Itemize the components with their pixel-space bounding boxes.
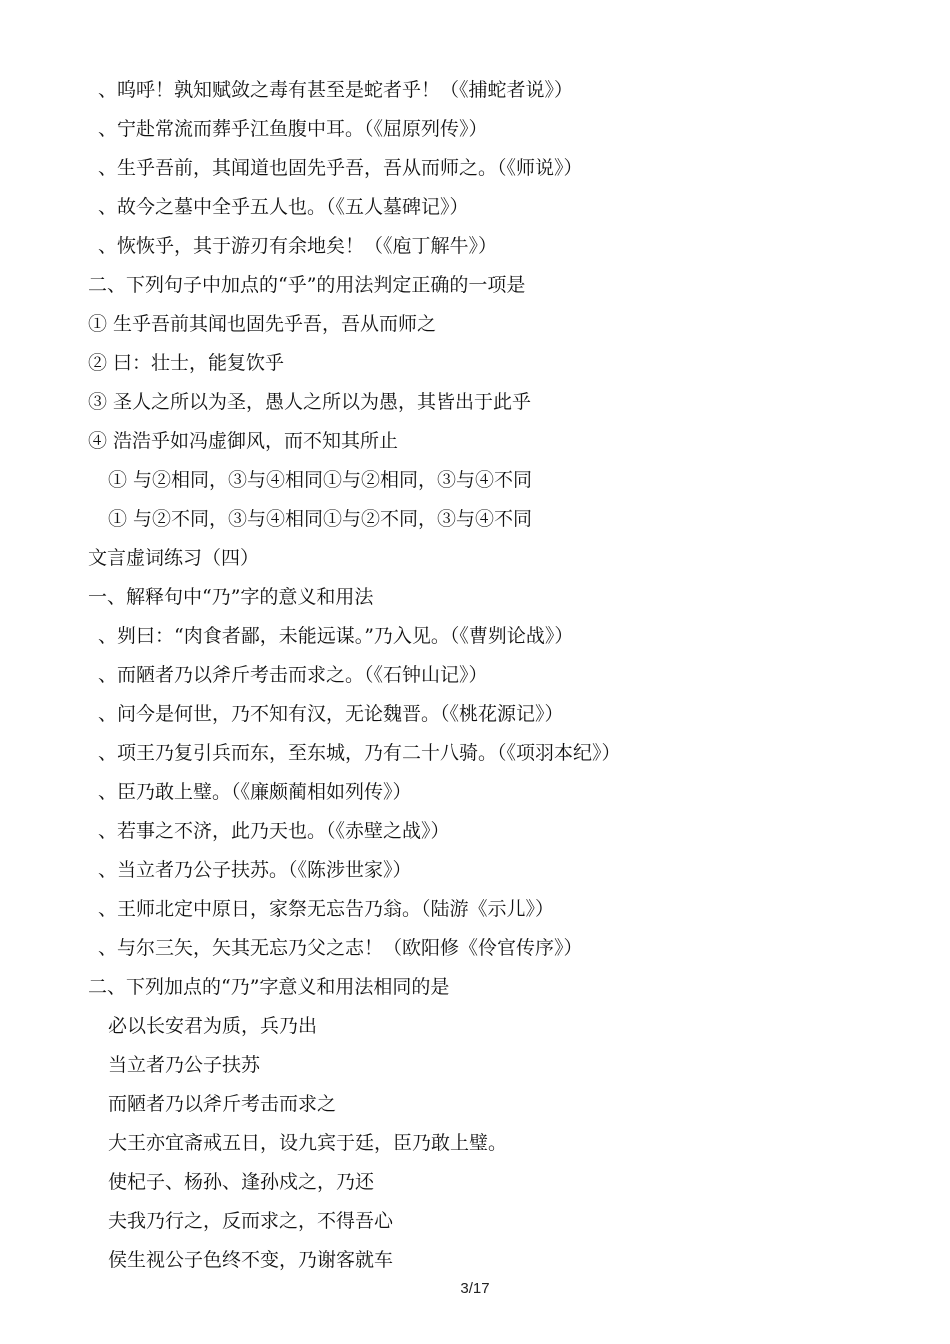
text-line: 当立者乃公子扶苏: [108, 1054, 261, 1076]
text-line: 、而陋者乃以斧斤考击而求之。（《石钟山记》）: [98, 664, 488, 686]
section-title: 文言虚词练习（四）: [88, 547, 260, 569]
text-line: 、与尔三矢，矢其无忘乃父之志！（欧阳修《伶官传序》）: [98, 937, 583, 959]
text-line: 大王亦宜斋戒五日，设九宾于廷，臣乃敢上璧。: [108, 1132, 508, 1154]
text-line: 必以长安君为质，兵乃出: [108, 1015, 318, 1037]
answer-choice-line: ① 与②相同，③与④相同①与②相同，③与④不同: [108, 469, 533, 491]
option-line: ② 曰：壮士，能复饮乎: [88, 352, 285, 374]
text-line: 、臣乃敢上璧。（《廉颇蔺相如列传》）: [98, 781, 412, 803]
text-line: 、当立者乃公子扶苏。（《陈涉世家》）: [98, 859, 412, 881]
text-line: 夫我乃行之，反而求之，不得吾心: [108, 1210, 394, 1232]
text-line: 、问今是何世，乃不知有汉，无论魏晋。（《桃花源记》）: [98, 703, 564, 725]
question-heading: 一、解释句中“乃”字的意义和用法: [88, 586, 374, 608]
text-line: 、故今之墓中全乎五人也。（《五人墓碑记》）: [98, 196, 469, 218]
question-heading: 二、下列加点的“乃”字意义和用法相同的是: [88, 976, 450, 998]
text-line: 而陋者乃以斧斤考击而求之: [108, 1093, 337, 1115]
question-heading: 二、下列句子中加点的“乎”的用法判定正确的一项是: [88, 274, 526, 296]
text-line: 、生乎吾前，其闻道也固先乎吾，吾从而师之。（《师说》）: [98, 157, 583, 179]
text-line: 、恢恢乎，其于游刃有余地矣！（《庖丁解牛》）: [98, 235, 498, 257]
text-line: 侯生视公子色终不变，乃谢客就车: [108, 1249, 394, 1271]
option-line: ④ 浩浩乎如冯虚御风，而不知其所止: [88, 430, 399, 452]
text-line: 、宁赴常流而葬乎江鱼腹中耳。（《屈原列传》）: [98, 118, 488, 140]
option-line: ③ 圣人之所以为圣，愚人之所以为愚，其皆出于此乎: [88, 391, 532, 413]
text-line: 、王师北定中原日，家祭无忘告乃翁。（陆游《示儿》）: [98, 898, 555, 920]
text-line: 、若事之不济，此乃天也。（《赤壁之战》）: [98, 820, 450, 842]
page-number: 3/17: [460, 1280, 490, 1297]
text-line: 使杞子、杨孙、逢孙戍之，乃还: [108, 1171, 375, 1193]
answer-choice-line: ① 与②不同，③与④相同①与②不同，③与④不同: [108, 508, 533, 530]
text-line: 、呜呼！孰知赋敛之毒有甚至是蛇者乎！（《捕蛇者说》）: [98, 79, 574, 101]
text-line: 、项王乃复引兵而东，至东城，乃有二十八骑。（《项羽本纪》）: [98, 742, 621, 764]
option-line: ① 生乎吾前其闻也固先乎吾，吾从而师之: [88, 313, 437, 335]
text-line: 、刿曰：“肉食者鄙，未能远谋。”乃入见。（《曹刿论战》）: [98, 625, 574, 647]
